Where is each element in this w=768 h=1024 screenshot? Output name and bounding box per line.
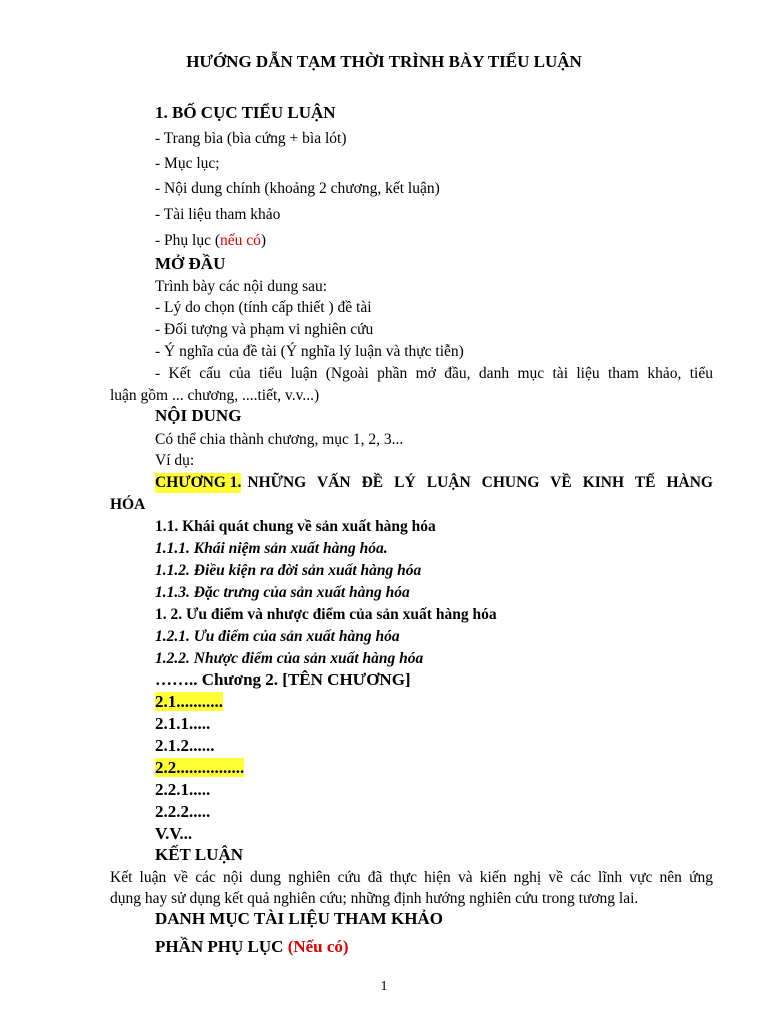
structure-line: - Kết cấu của tiểu luận (Ngoài phần mở đầu, danh mục tài liệu tham khảo, tiểu: [155, 365, 713, 382]
list-item: - Đối tượng và phạm vi nghiên cứu: [155, 321, 374, 338]
section-heading-appendix: [155, 937, 349, 957]
list-item-appendix: [155, 231, 266, 251]
appendix-suffix: ): [260, 232, 267, 249]
subsection: 2.2.2.....: [155, 802, 211, 821]
chapter-1-label: CHƯƠNG 1.: [155, 474, 242, 491]
structure-line: luận gồm ... chương, ....tiết, v.v...): [110, 387, 320, 404]
section-heading-content: NỘI DUNG: [155, 406, 242, 425]
etc-label: V.V...: [155, 824, 193, 843]
subsection: 1.2.1. Ưu điểm của sản xuất hàng hóa: [155, 628, 400, 645]
list-item: - Nội dung chính (khoảng 2 chương, kết luận): [155, 180, 440, 197]
list-item: - Trang bìa (bìa cứng + bìa lót): [155, 130, 347, 147]
subsection: 2.2.1.....: [155, 780, 211, 799]
section-2-2: 2.2................: [155, 758, 245, 777]
section-heading-conclusion: KẾT LUẬN: [155, 845, 244, 864]
subsection: 1.1.1. Khái niệm sản xuất hàng hóa.: [155, 540, 388, 557]
appendix-prefix: - Phụ lục (: [155, 232, 221, 249]
document-title: HƯỚNG DẪN TẠM THỜI TRÌNH BÀY TIỂU LUẬN: [186, 52, 582, 71]
content-lead: Có thể chia thành chương, mục 1, 2, 3...: [155, 431, 404, 448]
list-item: - Lý do chọn (tính cấp thiết ) đề tài: [155, 299, 372, 316]
subsection: 1.1.3. Đặc trưng của sản xuất hàng hóa: [155, 584, 410, 601]
subsection: 1.1.2. Điều kiện ra đời sản xuất hàng hóa: [155, 562, 422, 579]
conclusion-text: dụng hay sử dụng kết quả nghiên cứu; những định hướng nghiên cứu trong tương lai.: [110, 890, 639, 907]
example-label: Ví dụ:: [155, 452, 195, 469]
chapter-1-heading: [155, 473, 713, 493]
subsection: 2.1.2......: [155, 736, 215, 755]
list-item: - Ý nghĩa của đề tài (Ý nghĩa lý luận và thực tiễn): [155, 343, 464, 360]
section-2-1: 2.1...........: [155, 692, 223, 711]
section-heading-intro: MỞ ĐẦU: [155, 254, 226, 273]
subsection: 2.1.1.....: [155, 714, 211, 733]
intro-lead: Trình bày các nội dung sau:: [155, 278, 328, 295]
chapter-1-title: NHỮNG VẤN ĐỀ LÝ LUẬN CHUNG VỀ KINH TẾ HÀNG: [247, 474, 713, 491]
chapter-2-heading: …….. Chương 2. [TÊN CHƯƠNG]: [155, 670, 411, 689]
chapter-1-title-cont: HÓA: [110, 496, 146, 513]
appendix-heading: PHẦN PHỤ LỤC: [155, 937, 284, 956]
appendix-note: nếu có: [220, 232, 261, 249]
section-1-1: 1.1. Khái quát chung về sản xuất hàng hóa: [155, 518, 436, 535]
page-number: 1: [380, 979, 388, 994]
appendix-heading-note: (Nếu có): [287, 937, 349, 956]
list-item: - Mục lục;: [155, 155, 220, 172]
conclusion-text: Kết luận về các nội dung nghiên cứu đã thực hiện và kiến nghị về các lĩnh vực nên ứng: [110, 869, 713, 886]
list-item: - Tài liệu tham khảo: [155, 206, 281, 223]
subsection: 1.2.2. Nhược điểm của sản xuất hàng hóa: [155, 650, 424, 667]
section-heading-references: DANH MỤC TÀI LIỆU THAM KHẢO: [155, 909, 443, 928]
section-heading-structure: 1. BỐ CỤC TIỂU LUẬN: [155, 103, 336, 122]
section-1-2: 1. 2. Ưu điểm và nhược điểm của sản xuất hàng hóa: [155, 606, 497, 623]
